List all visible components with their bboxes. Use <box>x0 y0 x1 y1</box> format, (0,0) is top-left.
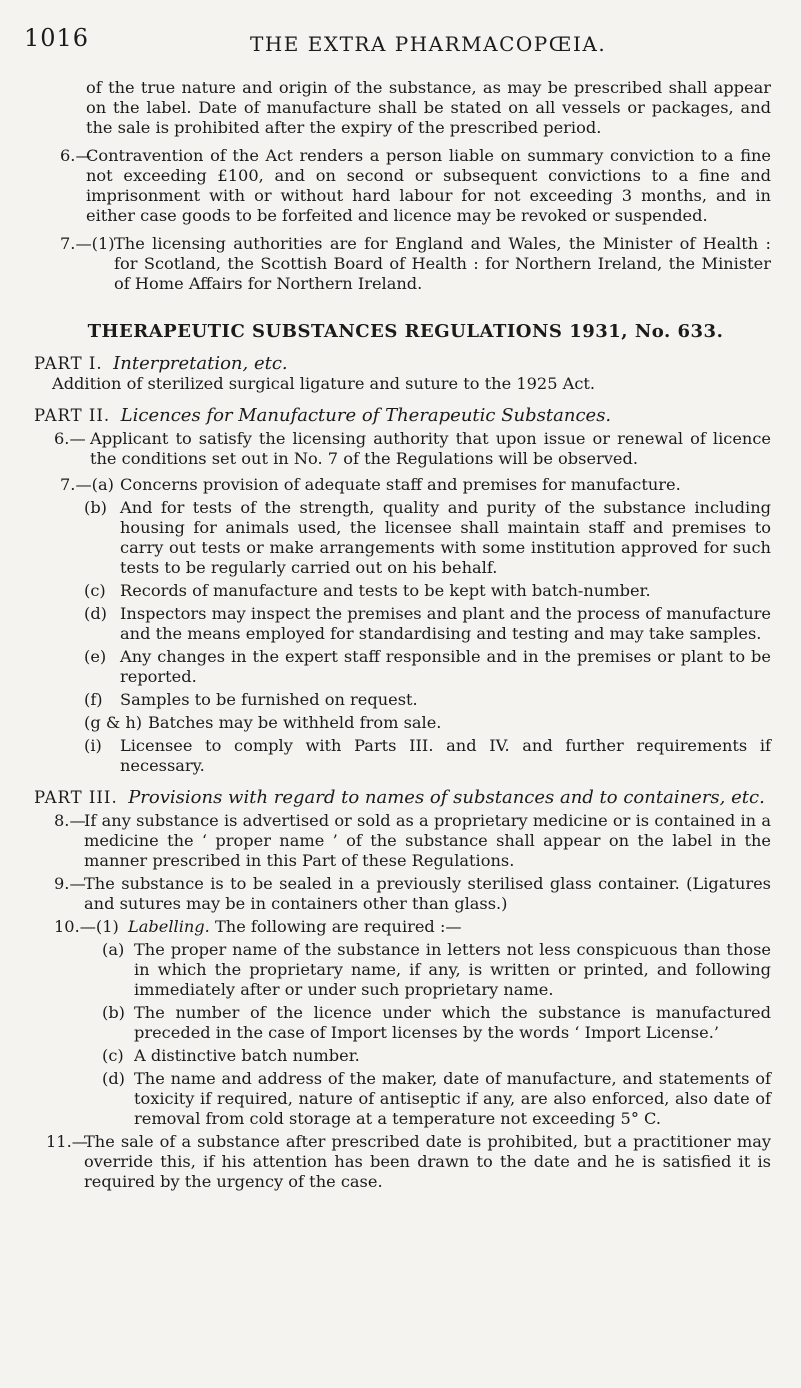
running-title: THE EXTRA PHARMACOPŒIA. <box>250 32 607 56</box>
regulation-title: Labelling. <box>128 917 210 936</box>
regulation-number: 8.— <box>54 811 86 830</box>
section-text: The licensing authorities are for England and Wales, the Minister of Health : for Scotland, the Scottish Board of Health : for Northern Ireland, the Minister of Home Affairs for Northern Ireland. <box>114 234 771 293</box>
regulation-text: Records of manufacture and tests to be kept with batch-number. <box>120 581 651 600</box>
regulation-number: (b) <box>102 1003 125 1022</box>
regulation-text: Batches may be withheld from sale. <box>148 713 442 732</box>
part-label: PART I. <box>34 354 103 373</box>
section-number: 6.— <box>60 146 92 165</box>
part-1-heading <box>0 354 801 374</box>
regulation-text: Applicant to satisfy the licensing authority that upon issue or renewal of licence the conditions set out in No. 7 of the Regulations will be observed. <box>90 429 771 468</box>
part-title: Licences for Manufacture of Therapeutic Substances. <box>120 405 612 426</box>
part-title: Provisions with regard to names of substances and to containers, etc. <box>128 787 765 808</box>
regulation-10c <box>0 1046 801 1066</box>
regulation-7e <box>0 647 801 687</box>
regulation-10d <box>0 1069 801 1129</box>
section-7 <box>0 234 801 294</box>
regulation-text: The name and address of the maker, date of manufacture, and statements of toxicity if required, nature of antiseptic if any, are also enforced, also date of removal from cold storage at a temperature not exceeding 5° C. <box>134 1069 771 1128</box>
page-body <box>0 78 801 1192</box>
regulation-7g-h <box>0 713 801 733</box>
regulation-text: The number of the licence under which the substance is manufactured preceded in the case of Import licenses by the words ‘ Import License.’ <box>134 1003 771 1042</box>
regulation-text: The proper name of the substance in letters not less conspicuous than those in which the proprietary name, if any, is written or printed, and following immediately after or under such proprietary name. <box>134 940 771 999</box>
regulation-number: 11.— <box>46 1132 88 1151</box>
part-label: PART III. <box>34 788 118 807</box>
regulation-number: (d) <box>102 1069 125 1088</box>
regulation-text: Concerns provision of adequate staff and premises for manufacture. <box>120 475 681 494</box>
regulation-text: Inspectors may inspect the premises and plant and the process of manufacture and the means employed for standardising and testing and may take samples. <box>120 604 771 643</box>
regulation-6 <box>0 429 801 469</box>
regulation-text: Samples to be furnished on request. <box>120 690 418 709</box>
part-1-text: Addition of sterilized surgical ligature and suture to the 1925 Act. <box>52 374 596 393</box>
regulation-10a <box>0 940 801 1000</box>
regulation-text: The sale of a substance after prescribed date is prohibited, but a practitioner may override this, if his attention has been drawn to the date and he is satisfied it is required by the urgency of the case. <box>84 1132 771 1191</box>
regulation-7b <box>0 498 801 578</box>
section-number: 7.—(1) <box>60 234 115 253</box>
regulation-text: Licensee to comply with Parts III. and IV. and further requirements if necessary. <box>120 736 771 775</box>
regulation-number: (b) <box>84 498 107 517</box>
regulation-number: (d) <box>84 604 107 623</box>
regulation-10b <box>0 1003 801 1043</box>
regulations-heading: THERAPEUTIC SUBSTANCES REGULATIONS 1931, No. 633. <box>87 321 724 342</box>
section-text: Contravention of the Act renders a person liable on summary conviction to a fine not exceeding £100, and on second or subsequent convictions to a fine and imprisonment with or without hard labour for not exceeding 3 months, and in either case goods to be forfeited and licence may be revoked or suspended. <box>86 146 771 225</box>
regulation-number: (c) <box>102 1046 124 1065</box>
regulation-text: The substance is to be sealed in a previously sterilised glass container. (Ligatures and sutures may be in containers other than glass.) <box>84 874 771 913</box>
regulation-11 <box>0 1132 801 1192</box>
regulation-text: The following are required :— <box>214 917 462 936</box>
regulation-number: (g & h) <box>84 713 143 732</box>
regulation-text: A distinctive batch number. <box>134 1046 360 1065</box>
regulation-number: 9.— <box>54 874 86 893</box>
regulation-7c <box>0 581 801 601</box>
regulation-number: 6.— <box>54 429 86 448</box>
regulation-number: 7.—(a) <box>60 475 114 494</box>
regulation-text: And for tests of the strength, quality and purity of the substance including housing for animals used, the licensee shall maintain staff and premises to carry out tests or make arrangements with some institution approved for such tests to be regularly carried out on his behalf. <box>120 498 771 577</box>
regulation-7a <box>0 475 801 495</box>
page-number: 1016 <box>24 24 90 52</box>
regulation-text: If any substance is advertised or sold as a proprietary medicine or is contained in a medicine the ‘ proper name ’ of the substance shall appear on the label in the manner prescribed in this Part of these Regulations. <box>84 811 771 870</box>
regulation-7i <box>0 736 801 776</box>
regulation-number: (i) <box>84 736 102 755</box>
regulation-number: (a) <box>102 940 125 959</box>
part-2-heading <box>0 406 801 426</box>
regulation-10 <box>0 917 801 937</box>
continuation-paragraph: of the true nature and origin of the substance, as may be prescribed shall appear on the label. Date of manufacture shall be stated on all vessels or packages, and the sale is prohibited after the expiry of the prescribed period. <box>86 78 771 137</box>
regulation-text: Any changes in the expert staff responsible and in the premises or plant to be reported. <box>120 647 771 686</box>
regulation-7d <box>0 604 801 644</box>
part-3-heading <box>0 788 801 808</box>
part-title: Interpretation, etc. <box>113 353 288 374</box>
page-header <box>24 24 784 64</box>
regulation-8 <box>0 811 801 871</box>
regulation-number: (e) <box>84 647 107 666</box>
regulation-number: 10.—(1) <box>54 917 119 936</box>
part-label: PART II. <box>34 406 111 425</box>
section-6 <box>0 146 801 226</box>
regulation-number: (c) <box>84 581 106 600</box>
regulation-number: (f) <box>84 690 103 709</box>
regulation-7f <box>0 690 801 710</box>
regulation-9 <box>0 874 801 914</box>
